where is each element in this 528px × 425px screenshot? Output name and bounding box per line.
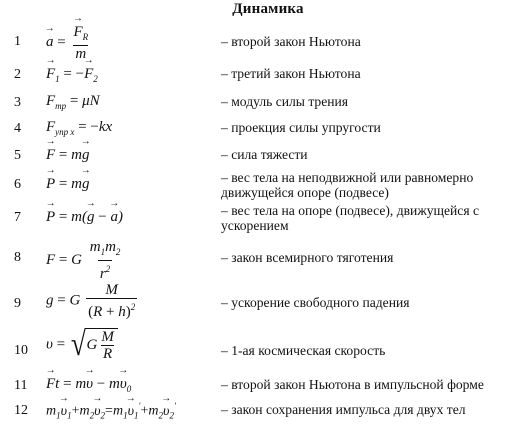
- formula-description: – 1-ая космическая скорость: [221, 343, 386, 358]
- row-number: 7: [14, 210, 21, 225]
- row-number: 5: [14, 148, 21, 163]
- row-number: 12: [14, 403, 28, 418]
- formula-weight-accelerated: → P = m(→ g − → a): [46, 209, 123, 226]
- formula-description: – второй закон Ньютона: [221, 34, 361, 49]
- formula-first-cosmic-velocity: υ = √ G $\frac{M}{R}$: [46, 328, 118, 362]
- row-number: 4: [14, 121, 21, 136]
- formula-description: – второй закон Ньютона в импульсной форме: [221, 377, 484, 392]
- row-number: 2: [14, 67, 21, 82]
- formula-universal-gravitation: F = G $\frac{m_1m_2}{r^2}$: [46, 239, 121, 282]
- formula-description: – вес тела на опоре (подвесе), движущейся с ускорением: [221, 203, 480, 233]
- formula-description: – ускорение свободного падения: [221, 295, 410, 310]
- formula-momentum-conservation: $m_1\to \upsilon_1+m_2\to \upsilon_2=m_1\to \upsilon_1'+m_2\to \upsilon_2'$: [46, 401, 176, 420]
- formula-description: – проекция силы упругости: [221, 120, 381, 135]
- formula-description: – модуль силы трения: [221, 94, 349, 109]
- row-number: 8: [14, 250, 21, 265]
- formula-description: – сила тяжести: [221, 147, 308, 162]
- formula-friction: $F_{тр} = \mu N$: [46, 93, 100, 111]
- formula-free-fall-acceleration: g = G $\frac{M}{(R + h)^2}$: [46, 282, 136, 320]
- formula-gravity: → F = m→ g: [46, 147, 89, 164]
- formula-newton-third-law: → $F_1$ = −→ $F_2$: [46, 66, 98, 84]
- formula-description: – закон сохранения импульса для двух тел: [221, 402, 466, 417]
- page-title: Динамика: [232, 1, 304, 17]
- formula-description: – вес тела на неподвижной или равномерно движущейся опоре (подвесе): [221, 170, 474, 200]
- row-number: 6: [14, 177, 21, 192]
- row-number: 11: [14, 378, 28, 393]
- row-number: 1: [14, 34, 21, 49]
- formula-newton-second-law: → a = → $\frac{F_R}{m}$: [46, 24, 92, 62]
- row-number: 9: [14, 296, 21, 311]
- formula-weight-static: → P = m→ g: [46, 176, 89, 193]
- formula-elastic-force: $F_{упр x} = -kx$: [46, 119, 113, 137]
- row-number: 10: [14, 343, 28, 358]
- formula-impulse-form: → $Ft = m\to \upsilon - m\to \upsilon_0$: [46, 376, 131, 394]
- formula-description: – закон всемирного тяготения: [221, 250, 394, 265]
- formula-description: – третий закон Ньютона: [221, 66, 361, 81]
- row-number: 3: [14, 95, 21, 110]
